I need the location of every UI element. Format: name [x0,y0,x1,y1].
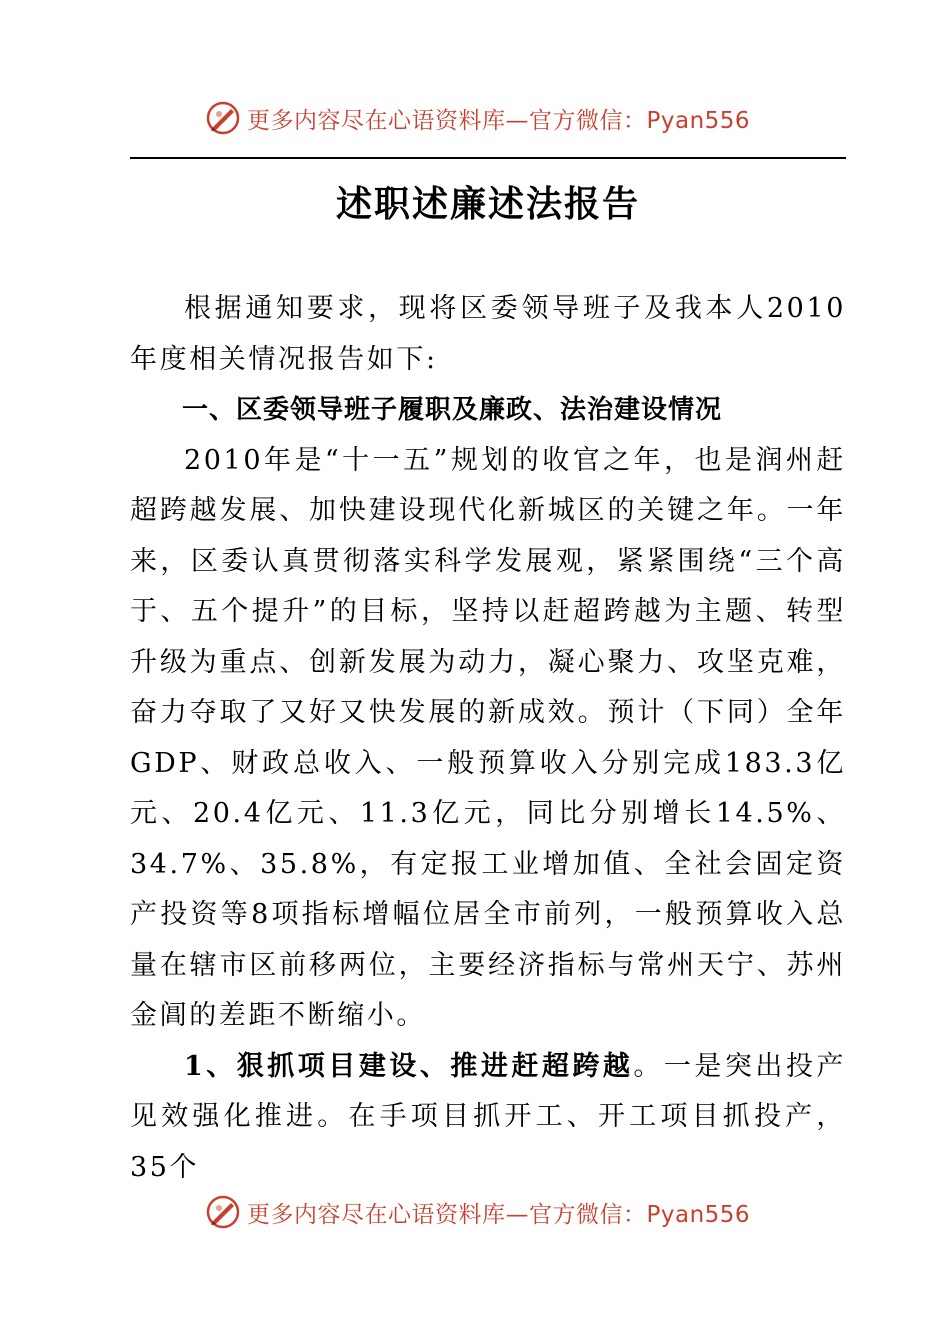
watermark-header [205,98,765,138]
document-body [130,284,846,1193]
pen-logo-icon [205,100,241,136]
intro-paragraph: 根据通知要求，现将区委领导班子及我本人2010年度相关情况报告如下: [130,293,846,375]
paragraph-2 [130,1042,846,1194]
subsection-heading-1: 1、狠抓项目建设、推进赶超跨越 [184,1050,634,1082]
watermark-text: 更多内容尽在心语资料库—官方微信：Pyan556 [247,107,751,134]
paragraph-1: 2010年是“十一五”规划的收官之年，也是润州赶超跨越发展、加快建设现代化新城区的关键之年。一年来，区委认真贯彻落实科学发展观，紧紧围绕“三个高于、五个提升”的目标，坚持以赶超跨越为主题、转型升级为重点、创新发展为动力，凝心聚力、攻坚克难，奋力夺取了又好又快发展的新成效。预计（下同）全年GDP、财政总收入、一般预算收入分别完成183.3亿元、20.4亿元、11.3亿元，同比分别增长14.5%、34.7%、35.8%，有定报工业增加值、全社会固定资产投资等8项指标增幅位居全市前列，一般预算收入总量在辖市区前移两位，主要经济指标与常州天宁、苏州金阊的差距不断缩小。 [130,444,846,1031]
section-heading-1: 一、区委领导班子履职及廉政、法治建设情况 [182,395,723,425]
watermark-footer [205,1192,765,1232]
watermark-text: 更多内容尽在心语资料库—官方微信：Pyan556 [247,1201,751,1228]
pen-logo-icon [205,1194,241,1230]
header-divider [130,157,846,159]
document-title: 述职述廉述法报告 [335,184,640,225]
paragraph-2-text: 。一是突出投产见效强化推进。在手项目抓开工、开工项目抓投产，35个 [130,1050,846,1183]
